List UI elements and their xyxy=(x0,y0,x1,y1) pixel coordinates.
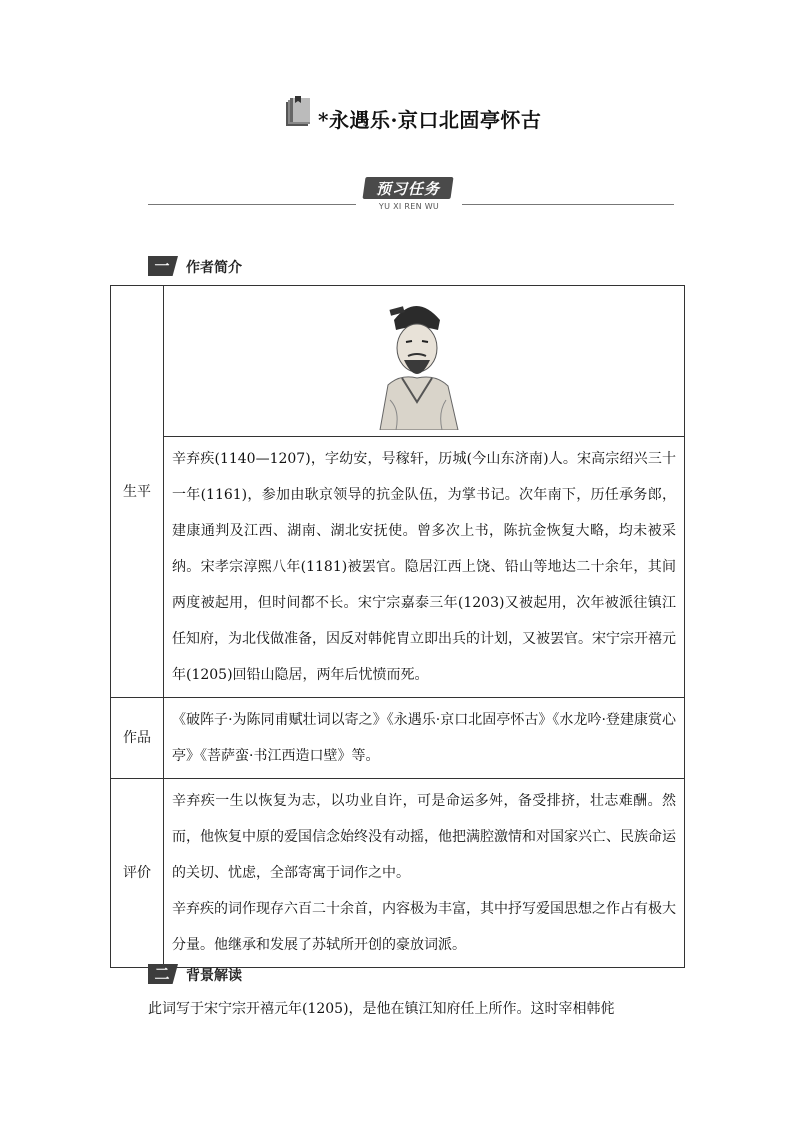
row-content xyxy=(164,698,685,779)
portrait-cell xyxy=(164,286,685,437)
preview-banner xyxy=(148,176,674,216)
book-icon xyxy=(283,94,313,128)
paragraph: 辛弃疾一生以恢复为志，以功业自许，可是命运多舛，备受排挤，壮志难酬。然而，他恢复中原的爱国信念始终没有动摇，他把满腔激情和对国家兴亡、民族命运的关切、忧虑，全部寄寓于词作之中。 xyxy=(172,793,676,881)
background-paragraph: 此词写于宋宁宗开禧元年(1205)，是他在镇江知府任上所作。这时宰相韩侂 xyxy=(148,1001,615,1017)
section-heading-background xyxy=(148,962,448,988)
portrait-image xyxy=(360,290,472,430)
table-row xyxy=(111,698,685,779)
page-title: *永遇乐·京口北固亭怀古 xyxy=(318,108,542,132)
paragraph: 《破阵子·为陈同甫赋壮词以寄之》《永遇乐·京口北固亭怀古》《水龙吟·登建康赏心亭》《菩萨蛮·书江西造口壁》等。 xyxy=(172,712,676,764)
row-content xyxy=(164,779,685,968)
section-number: 一 xyxy=(154,257,170,275)
row-label: 作品 xyxy=(111,698,164,779)
row-label: 评价 xyxy=(111,779,164,968)
table-row xyxy=(111,286,685,437)
section-title: 背景解读 xyxy=(186,968,242,984)
row-content xyxy=(164,437,685,698)
paragraph: 辛弃疾(1140—1207)，字幼安，号稼轩，历城(今山东济南)人。宋高宗绍兴三十一年(1161)，参加由耿京领导的抗金队伍，为掌书记。次年南下，历任承务郎，建康通判及江西、湖南、湖北安抚使。曾多次上书，陈抗金恢复大略，均未被采纳。宋孝宗淳熙八年(1181)被罢官。隐居江西上饶、铅山等地达二十余年，其间两度被起用，但时间都不长。宋宁宗嘉泰三年(1203)又被起用，次年被派往镇江任知府，为北伐做准备，因反对韩侂胄立即出兵的计划，又被罢官。宋宁宗开禧元年(1205)回铅山隐居，两年后忧愤而死。 xyxy=(172,451,676,683)
table-row xyxy=(111,779,685,968)
divider-line xyxy=(148,204,356,205)
table-row xyxy=(111,437,685,698)
author-info-table xyxy=(110,285,685,968)
section-number: 二 xyxy=(154,965,170,983)
preview-pinyin: YU XI REN WU xyxy=(378,202,440,211)
preview-label: 预习任务 xyxy=(375,180,440,198)
title-area xyxy=(0,94,794,134)
row-label: 生平 xyxy=(111,286,164,698)
paragraph: 辛弃疾的词作现存六百二十余首，内容极为丰富，其中抒写爱国思想之作占有极大分量。他继承和发展了苏轼所开创的豪放词派。 xyxy=(172,901,676,953)
section-heading-author xyxy=(148,254,448,280)
divider-line xyxy=(462,204,674,205)
section-title: 作者简介 xyxy=(186,260,242,276)
